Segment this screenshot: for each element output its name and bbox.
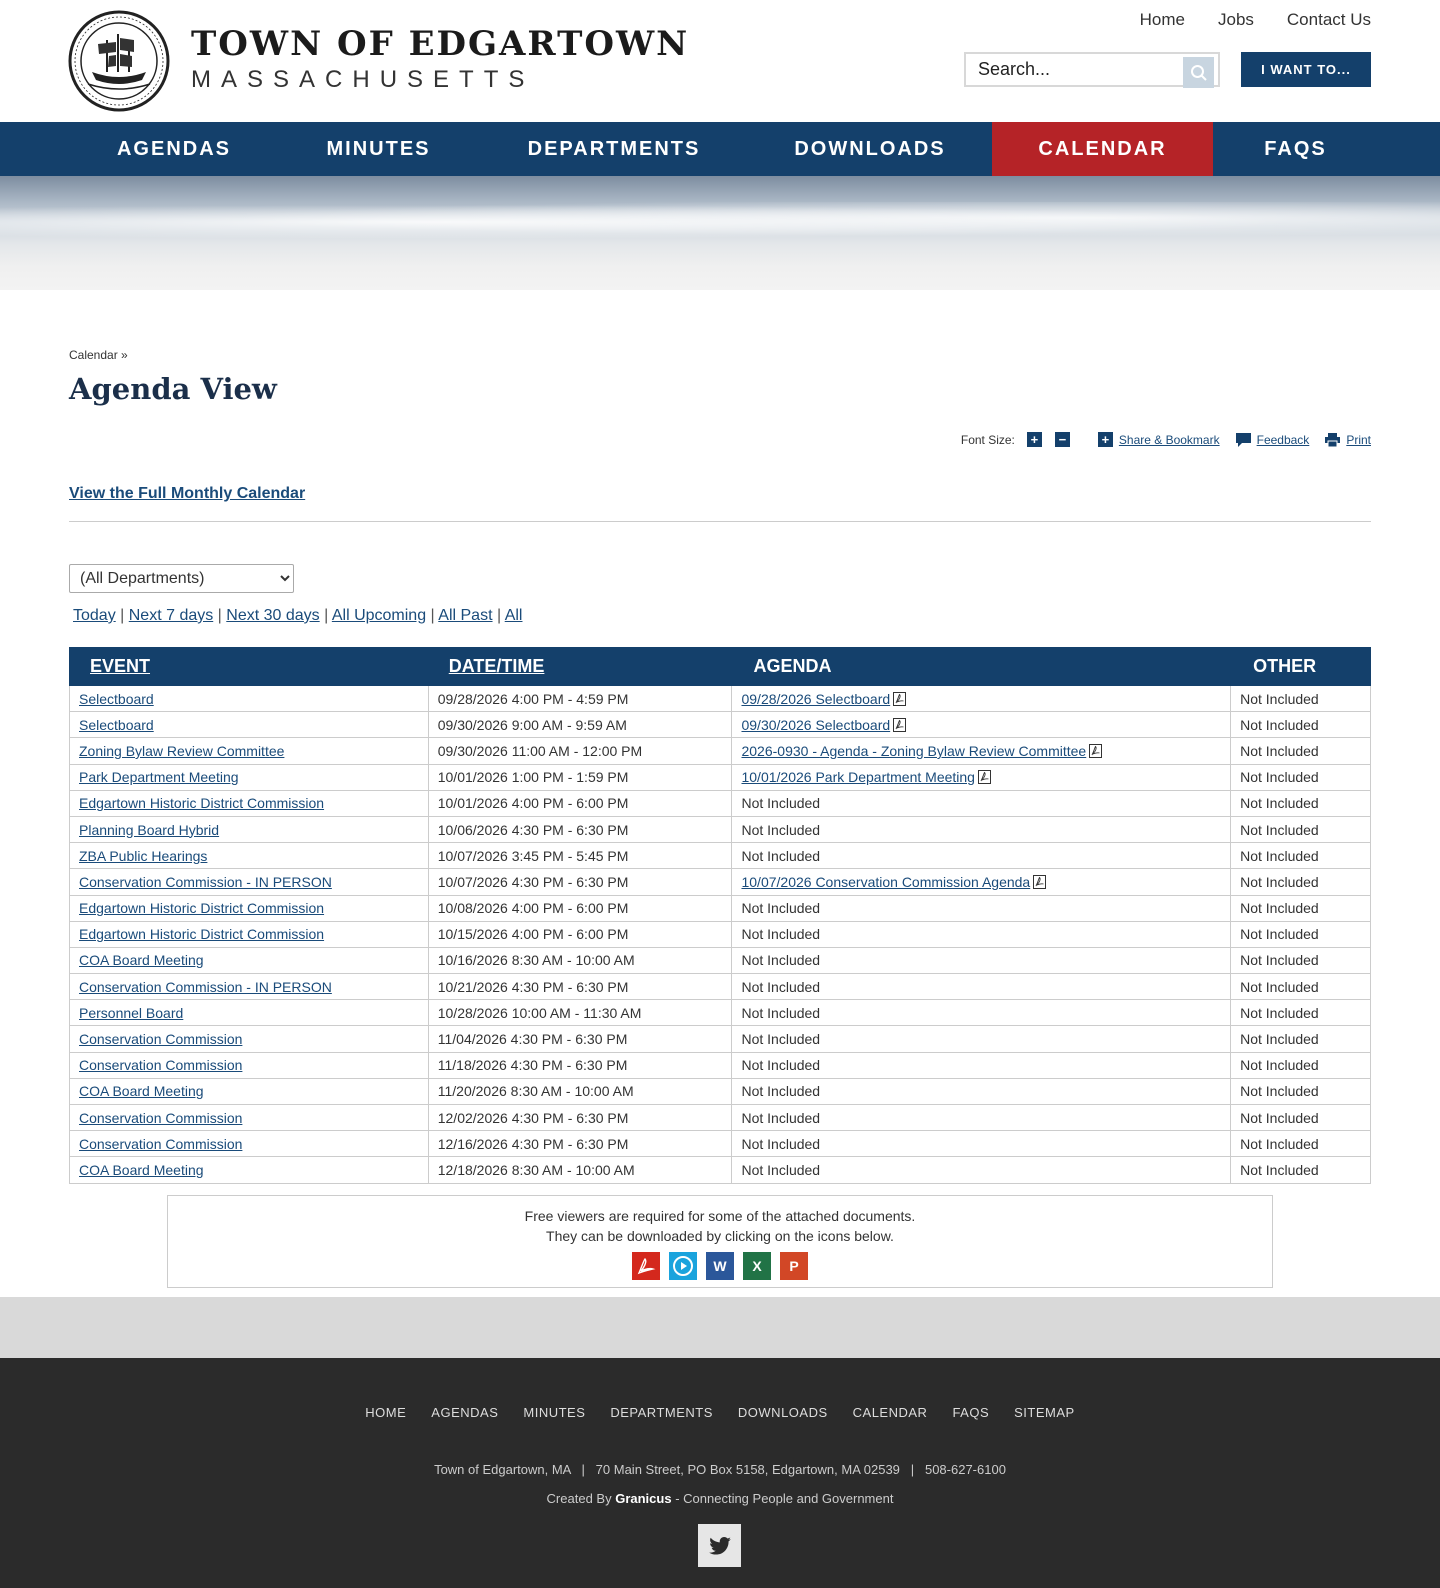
pre-footer-band (0, 1297, 1440, 1358)
table-row (70, 1131, 1371, 1157)
table-row (70, 1157, 1371, 1183)
table-header-row (70, 648, 1371, 686)
event-cell (70, 712, 429, 738)
viewer-icons (168, 1252, 1272, 1280)
event-link[interactable]: Personnel Board (79, 1004, 184, 1021)
utility-links (1140, 10, 1371, 30)
excel-viewer-icon[interactable]: X (743, 1252, 771, 1280)
datetime-cell: 11/20/2026 8:30 AM - 10:00 AM (428, 1078, 732, 1104)
event-cell (70, 1078, 429, 1104)
event-cell (70, 686, 429, 712)
footer-nav (0, 1405, 1440, 1420)
datetime-cell: 10/08/2026 4:00 PM - 6:00 PM (428, 895, 732, 921)
agenda-link[interactable]: 09/28/2026 Selectboard (741, 690, 891, 707)
agenda-cell: Not Included (732, 1052, 1231, 1078)
event-cell (70, 1052, 429, 1078)
agenda-cell (732, 712, 1231, 738)
table-row (70, 712, 1371, 738)
footer-sitemap[interactable]: SITEMAP (1014, 1405, 1075, 1420)
event-link[interactable]: Edgartown Historic District Commission (79, 795, 325, 812)
datetime-cell: 10/01/2026 4:00 PM - 6:00 PM (428, 790, 732, 816)
agenda-cell: Not Included (732, 947, 1231, 973)
footer-contact-info: Town of Edgartown, MA | 70 Main Street, PO Box 5158, Edgartown, MA 02539 | 508-627-6100 (434, 1462, 1006, 1477)
other-cell: Not Included (1231, 816, 1371, 842)
agenda-cell: Not Included (732, 843, 1231, 869)
other-cell: Not Included (1231, 869, 1371, 895)
nav-calendar[interactable]: CALENDAR (992, 122, 1213, 176)
event-link[interactable]: Planning Board Hybrid (79, 821, 220, 838)
event-cell (70, 1157, 429, 1183)
event-cell (70, 790, 429, 816)
event-link[interactable]: Edgartown Historic District Commission (79, 900, 325, 917)
agenda-cell: Not Included (732, 1105, 1231, 1131)
banner-clouds (0, 202, 1440, 242)
granicus-link[interactable]: Granicus (615, 1491, 672, 1506)
agenda-cell: Not Included (732, 790, 1231, 816)
table-row (70, 790, 1371, 816)
pdf-icon[interactable] (1033, 875, 1046, 889)
table-row (70, 764, 1371, 790)
footer-departments[interactable]: DEPARTMENTS (610, 1405, 713, 1420)
filter-all[interactable]: All (504, 607, 523, 624)
jobs-link[interactable]: Jobs (1217, 10, 1254, 29)
credit-suffix: - Connecting People and Government (675, 1491, 894, 1506)
search-icon (1190, 64, 1208, 82)
nav-departments[interactable]: DEPARTMENTS (527, 137, 701, 160)
table-body (70, 686, 1371, 1184)
viewers-note-1: Free viewers are required for some of the attached documents. (524, 1208, 916, 1224)
share-bookmark-link[interactable]: Share & Bookmark (1118, 432, 1220, 447)
nav-minutes[interactable]: MINUTES (326, 137, 431, 160)
search-button[interactable] (1183, 57, 1214, 88)
breadcrumb[interactable]: Calendar » (69, 348, 128, 362)
datetime-cell: 09/30/2026 9:00 AM - 9:59 AM (428, 712, 732, 738)
other-cell: Not Included (1231, 1157, 1371, 1183)
contact-us-link[interactable]: Contact Us (1286, 10, 1371, 29)
agenda-cell (732, 686, 1231, 712)
other-cell: Not Included (1231, 895, 1371, 921)
agenda-cell: Not Included (732, 974, 1231, 1000)
full-monthly-calendar-link[interactable]: View the Full Monthly Calendar (69, 485, 306, 502)
event-link[interactable]: Conservation Commission - IN PERSON (79, 978, 332, 995)
agenda-cell: Not Included (732, 1078, 1231, 1104)
nav-faqs[interactable]: FAQS (1264, 137, 1327, 160)
event-cell (70, 974, 429, 1000)
datetime-cell: 11/18/2026 4:30 PM - 6:30 PM (428, 1052, 732, 1078)
agenda-link[interactable]: 10/07/2026 Conservation Commission Agenda (741, 873, 1031, 890)
agenda-cell: Not Included (732, 1157, 1231, 1183)
event-link[interactable]: COA Board Meeting (79, 1083, 204, 1100)
footer-agendas[interactable]: AGENDAS (431, 1405, 499, 1420)
home-link[interactable]: Home (1139, 10, 1185, 29)
datetime-cell: 12/18/2026 8:30 AM - 10:00 AM (428, 1157, 732, 1183)
other-cell: Not Included (1231, 1000, 1371, 1026)
filter-next-30-days[interactable]: Next 30 days (226, 607, 320, 624)
footer-credit (0, 1491, 1440, 1506)
table-row (70, 1026, 1371, 1052)
datetime-cell: 10/07/2026 4:30 PM - 6:30 PM (428, 869, 732, 895)
event-link[interactable]: Selectboard (79, 716, 154, 733)
feedback-link[interactable]: Feedback (1256, 432, 1310, 447)
header-agenda: AGENDA (732, 648, 1231, 686)
event-link[interactable]: Conservation Commission (79, 1031, 243, 1048)
other-cell: Not Included (1231, 947, 1371, 973)
event-cell (70, 1105, 429, 1131)
table-row (70, 1052, 1371, 1078)
other-cell: Not Included (1231, 974, 1371, 1000)
table-row (70, 947, 1371, 973)
table-row (70, 816, 1371, 842)
event-cell (70, 843, 429, 869)
event-link[interactable]: Selectboard (79, 690, 154, 707)
agenda-cell (732, 738, 1231, 764)
table-row (70, 974, 1371, 1000)
main-nav (0, 122, 1440, 176)
other-cell: Not Included (1231, 1078, 1371, 1104)
page-title: Agenda View (69, 372, 277, 406)
datetime-cell: 10/28/2026 10:00 AM - 11:30 AM (428, 1000, 732, 1026)
pdf-icon[interactable] (1089, 744, 1102, 758)
search-box (964, 52, 1220, 87)
agenda-cell (732, 764, 1231, 790)
agenda-cell: Not Included (732, 1131, 1231, 1157)
event-cell (70, 947, 429, 973)
site-footer (0, 1358, 1440, 1588)
viewers-note-2: They can be downloaded by clicking on the icons below. (546, 1228, 894, 1244)
filter-all-past[interactable]: All Past (438, 607, 493, 624)
twitter-icon (709, 1537, 731, 1555)
agenda-link[interactable]: 10/01/2026 Park Department Meeting (741, 769, 975, 786)
event-cell (70, 895, 429, 921)
font-size-label: Font Size: (960, 432, 1015, 447)
agenda-cell: Not Included (732, 1000, 1231, 1026)
agenda-cell (732, 869, 1231, 895)
footer-home[interactable]: HOME (365, 1405, 407, 1420)
date-filters: Today | Next 7 days | Next 30 days | All Upcoming | All Past | All (73, 607, 523, 624)
header-banner-image (0, 176, 1440, 290)
table-row (70, 1105, 1371, 1131)
datetime-cell: 10/16/2026 8:30 AM - 10:00 AM (428, 947, 732, 973)
other-cell: Not Included (1231, 921, 1371, 947)
datetime-cell: 10/15/2026 4:00 PM - 6:00 PM (428, 921, 732, 947)
other-cell: Not Included (1231, 843, 1371, 869)
header-other: OTHER (1231, 648, 1371, 686)
i-want-to-button[interactable]: I WANT TO... (1241, 52, 1371, 87)
table-row (70, 843, 1371, 869)
table-row (70, 1000, 1371, 1026)
adobe-reader-icon[interactable] (632, 1252, 660, 1280)
event-link[interactable]: Park Department Meeting (79, 769, 239, 786)
header-event[interactable] (70, 648, 429, 686)
other-cell: Not Included (1231, 1052, 1371, 1078)
other-cell: Not Included (1231, 686, 1371, 712)
nav-agendas[interactable]: AGENDAS (116, 137, 231, 160)
datetime-cell: 10/07/2026 3:45 PM - 5:45 PM (428, 843, 732, 869)
event-cell (70, 1131, 429, 1157)
table-row (70, 895, 1371, 921)
free-viewers-box (167, 1195, 1273, 1288)
other-cell: Not Included (1231, 1105, 1371, 1131)
footer-minutes[interactable]: MINUTES (523, 1405, 586, 1420)
event-link[interactable]: Conservation Commission - IN PERSON (79, 873, 332, 890)
print-link[interactable]: Print (1346, 432, 1371, 447)
sort-datetime-link[interactable]: DATE/TIME (448, 656, 545, 676)
footer-downloads[interactable]: DOWNLOADS (737, 1405, 828, 1420)
pdf-icon[interactable] (893, 718, 906, 732)
datetime-cell: 09/28/2026 4:00 PM - 4:59 PM (428, 686, 732, 712)
event-cell (70, 816, 429, 842)
credit-prefix: Created By (546, 1491, 612, 1506)
font-decrease-icon[interactable]: − (1055, 432, 1070, 447)
page-tools (961, 432, 1371, 447)
agenda-link[interactable]: 2026-0930 - Agenda - Zoning Bylaw Review Committee (741, 742, 1087, 759)
filter-all-upcoming[interactable]: All Upcoming (331, 607, 427, 624)
feedback-icon[interactable] (1236, 433, 1251, 447)
site-subtitle: MASSACHUSETTS (191, 66, 535, 93)
footer-faqs[interactable]: FAQS (952, 1405, 990, 1420)
datetime-cell: 12/02/2026 4:30 PM - 6:30 PM (428, 1105, 732, 1131)
sort-event-link[interactable]: EVENT (90, 656, 151, 676)
event-link[interactable]: Zoning Bylaw Review Committee (79, 742, 285, 759)
other-cell: Not Included (1231, 764, 1371, 790)
event-link[interactable]: ZBA Public Hearings (79, 847, 208, 864)
divider (69, 521, 1371, 522)
table-row (70, 869, 1371, 895)
event-cell (70, 869, 429, 895)
event-link[interactable]: COA Board Meeting (79, 1161, 204, 1178)
agenda-cell: Not Included (732, 816, 1231, 842)
other-cell: Not Included (1231, 1026, 1371, 1052)
agenda-cell: Not Included (732, 1026, 1231, 1052)
word-viewer-icon[interactable]: W (706, 1252, 734, 1280)
footer-calendar[interactable]: CALENDAR (852, 1405, 928, 1420)
table-row (70, 686, 1371, 712)
department-select[interactable] (69, 564, 294, 593)
event-link[interactable]: Edgartown Historic District Commission (79, 926, 325, 943)
town-seal-logo[interactable] (68, 10, 170, 112)
pdf-icon[interactable] (893, 692, 906, 706)
nav-downloads[interactable]: DOWNLOADS (794, 137, 946, 160)
other-cell: Not Included (1231, 712, 1371, 738)
event-cell (70, 1000, 429, 1026)
twitter-button[interactable] (698, 1524, 741, 1567)
search-input[interactable] (966, 54, 1176, 85)
table-row (70, 921, 1371, 947)
agenda-cell: Not Included (732, 921, 1231, 947)
agenda-cell: Not Included (732, 895, 1231, 921)
font-increase-icon[interactable]: + (1027, 432, 1042, 447)
powerpoint-viewer-icon[interactable]: P (780, 1252, 808, 1280)
media-player-icon[interactable] (669, 1252, 697, 1280)
event-link[interactable]: Conservation Commission (79, 1057, 243, 1074)
other-cell: Not Included (1231, 1131, 1371, 1157)
event-link[interactable]: Conservation Commission (79, 1109, 243, 1126)
filter-today[interactable]: Today (73, 607, 116, 624)
header-datetime[interactable] (428, 648, 732, 686)
agenda-link[interactable]: 09/30/2026 Selectboard (741, 716, 891, 733)
print-icon[interactable] (1325, 433, 1340, 447)
datetime-cell: 10/06/2026 4:30 PM - 6:30 PM (428, 816, 732, 842)
datetime-cell: 12/16/2026 4:30 PM - 6:30 PM (428, 1131, 732, 1157)
pdf-icon[interactable] (978, 770, 991, 784)
events-table (69, 647, 1371, 1184)
event-cell (70, 921, 429, 947)
other-cell: Not Included (1231, 738, 1371, 764)
event-link[interactable]: Conservation Commission (79, 1135, 243, 1152)
event-cell (70, 738, 429, 764)
event-link[interactable]: COA Board Meeting (79, 952, 204, 969)
share-icon[interactable]: + (1098, 432, 1113, 447)
filter-next-7-days[interactable]: Next 7 days (128, 607, 214, 624)
table-row (70, 738, 1371, 764)
site-header (0, 0, 1440, 122)
event-cell (70, 1026, 429, 1052)
datetime-cell: 10/01/2026 1:00 PM - 1:59 PM (428, 764, 732, 790)
other-cell: Not Included (1231, 790, 1371, 816)
datetime-cell: 09/30/2026 11:00 AM - 12:00 PM (428, 738, 732, 764)
table-row (70, 1078, 1371, 1104)
datetime-cell: 11/04/2026 4:30 PM - 6:30 PM (428, 1026, 732, 1052)
event-cell (70, 764, 429, 790)
datetime-cell: 10/21/2026 4:30 PM - 6:30 PM (428, 974, 732, 1000)
site-title[interactable]: TOWN OF EDGARTOWN (191, 24, 690, 64)
